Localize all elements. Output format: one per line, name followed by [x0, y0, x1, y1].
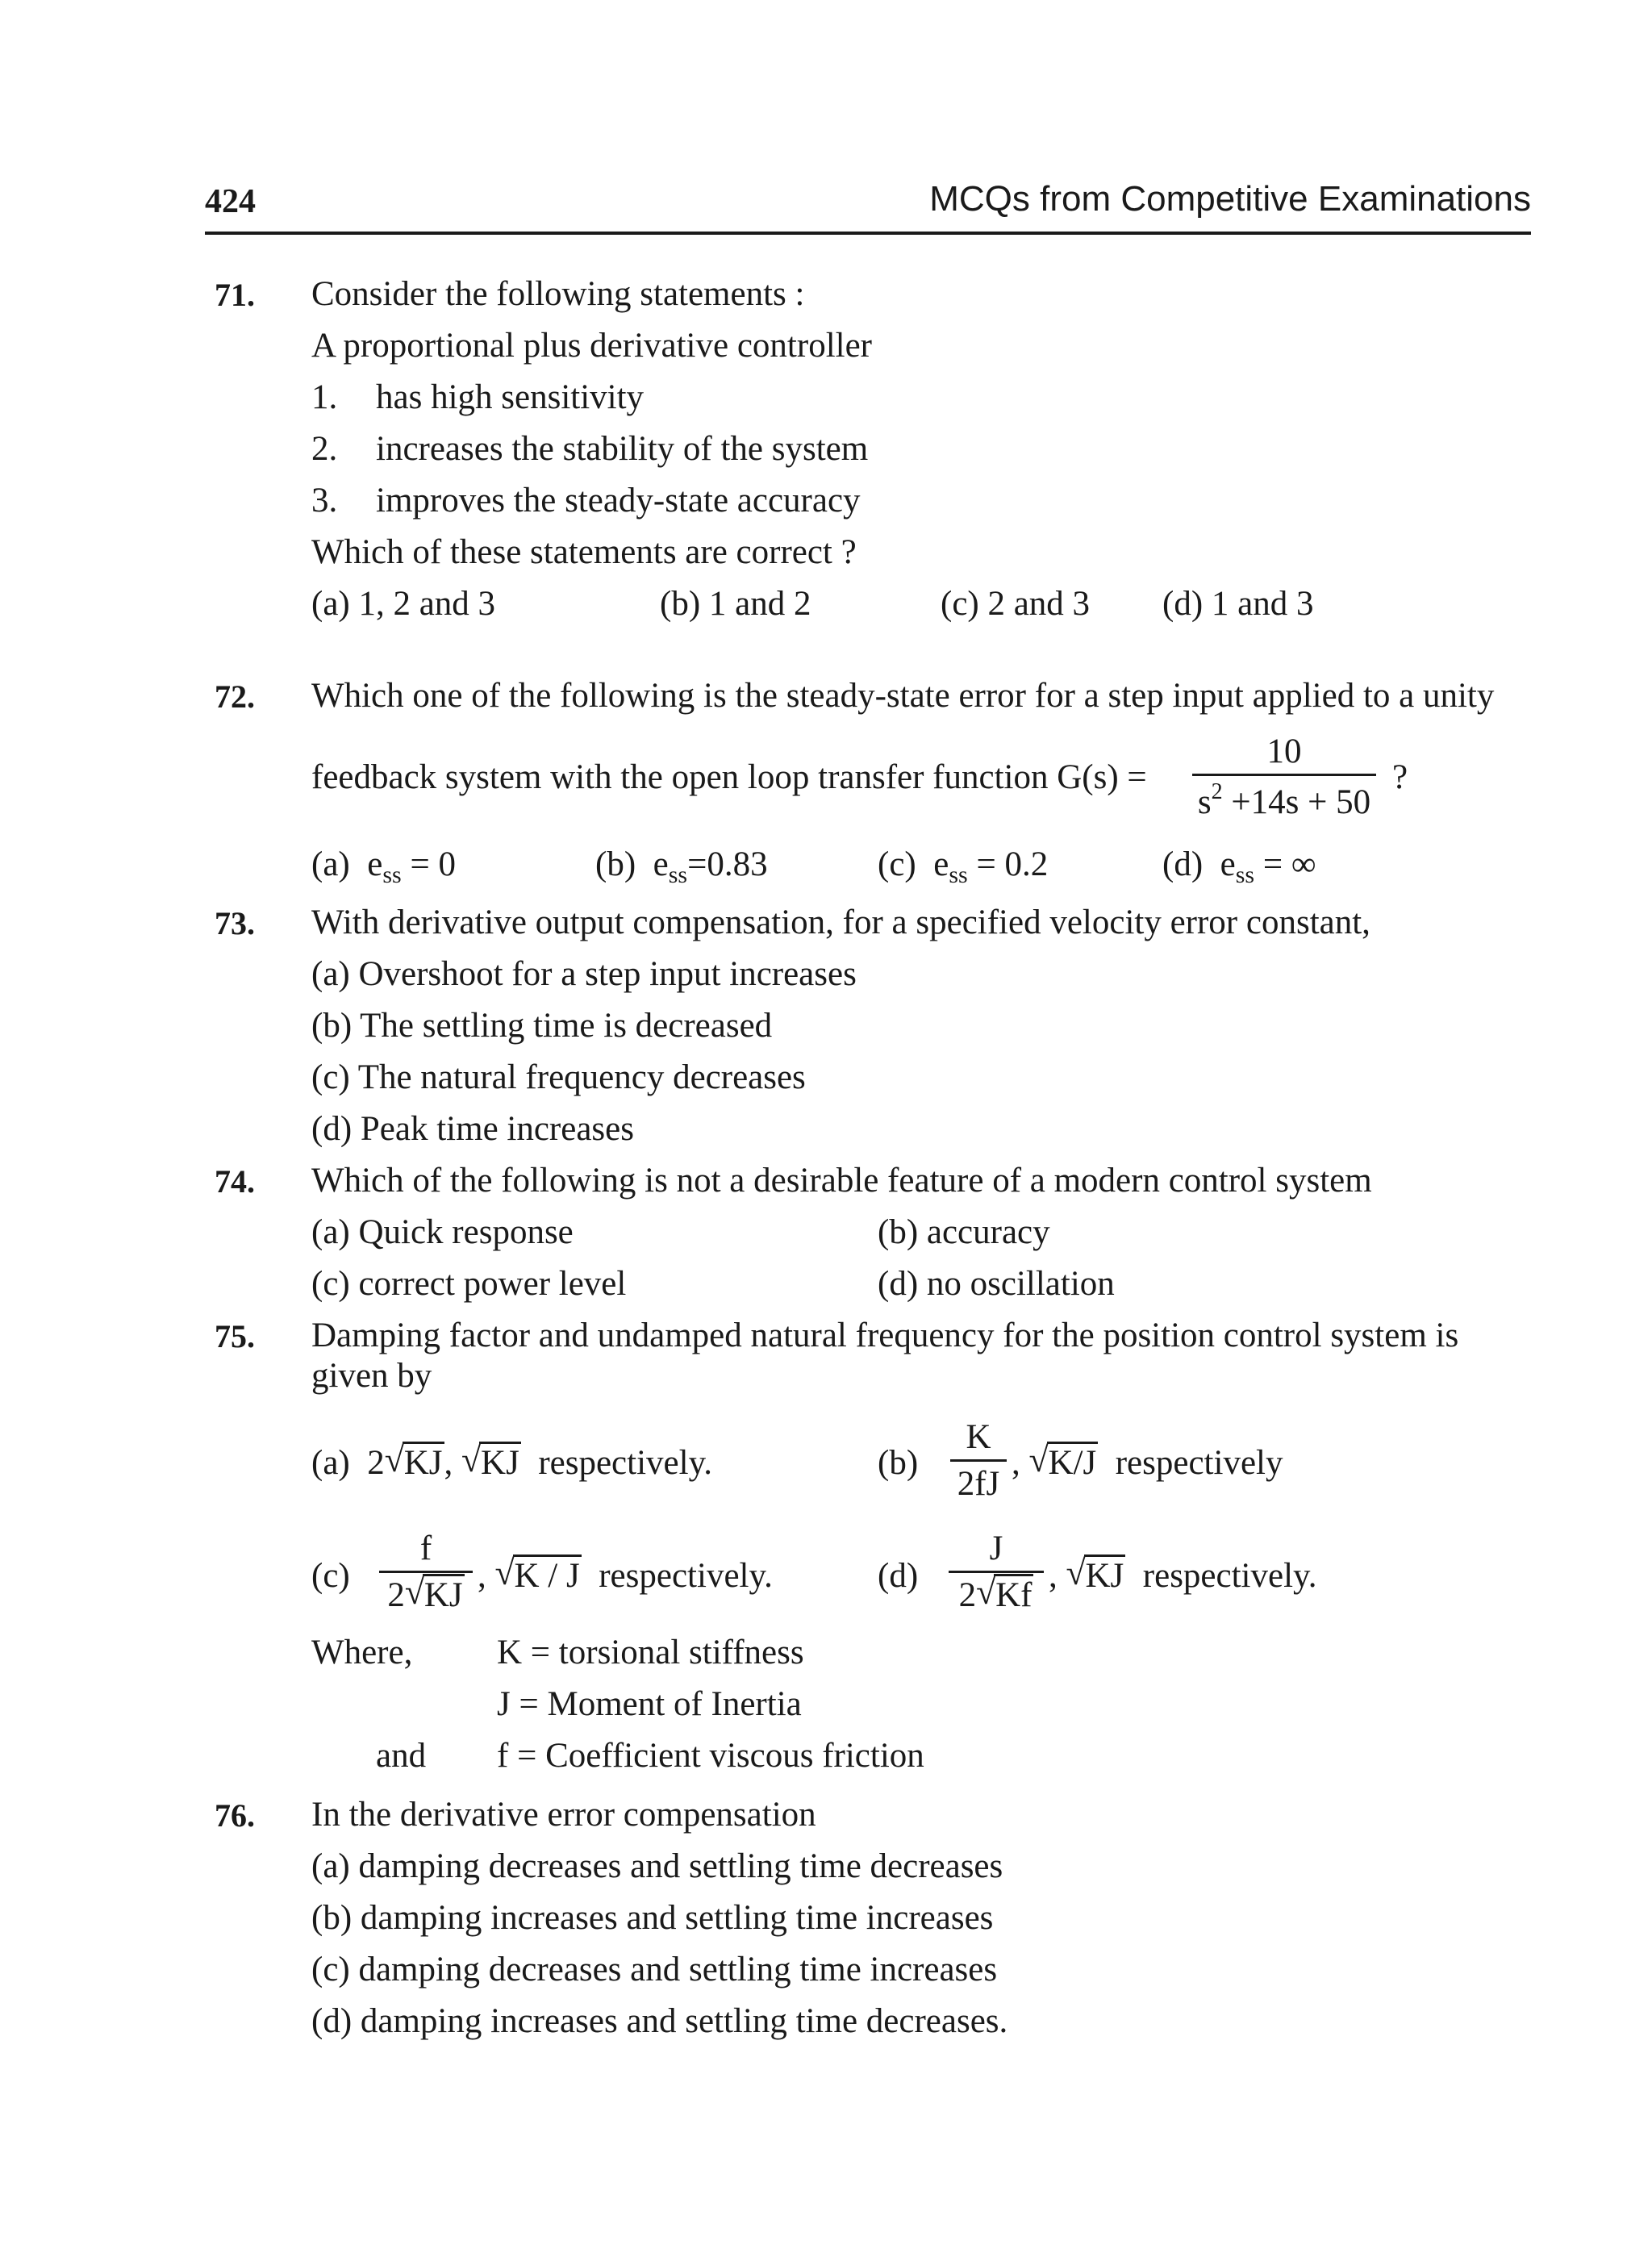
- option-d: , √ KJ respectively.: [1049, 1559, 1317, 1593]
- question-ask: Which of these statements are correct ?: [311, 533, 857, 571]
- statement-number: 1.: [311, 378, 338, 416]
- option-d: (d) Peak time increases: [311, 1110, 634, 1148]
- statement-3: improves the steady-state accuracy: [376, 482, 861, 520]
- question-stem: In the derivative error compensation: [311, 1796, 816, 1834]
- question-number: 72.: [215, 678, 255, 715]
- option-b: , √ K/J respectively: [1012, 1446, 1283, 1480]
- definition-j: J = Moment of Inertia: [497, 1685, 802, 1723]
- option-a: (a) $e_{ss} = 0$: [311, 845, 456, 888]
- sqrt-symbol: √ K / J: [495, 1559, 582, 1593]
- option-b: (b) damping increases and settling time increases: [311, 1899, 994, 1937]
- option-c-fraction: f 2√ KJ: [379, 1531, 473, 1613]
- option-d: (d) damping increases and settling time decreases.: [311, 2002, 1008, 2040]
- statement-number: 3.: [311, 482, 338, 520]
- question-number: 76.: [215, 1797, 255, 1834]
- sqrt-symbol: √ K/J: [1029, 1446, 1099, 1480]
- question-number: 73.: [215, 905, 255, 941]
- statement-number: 2.: [311, 430, 338, 468]
- sqrt-symbol: √ Kf: [976, 1578, 1033, 1613]
- definition-f: f = Coefficient viscous friction: [497, 1737, 924, 1775]
- option-c: (c) $e_{ss} = 0.2$: [878, 845, 1049, 888]
- question-number: 74.: [215, 1163, 255, 1200]
- question-stem: Consider the following statements :: [311, 275, 805, 313]
- question-stem: With derivative output compensation, for a specified velocity error constant,: [311, 903, 1370, 941]
- question-number: 71.: [215, 277, 255, 313]
- option-c-label: (c): [311, 1557, 350, 1595]
- statement-2: increases the stability of the system: [376, 430, 869, 468]
- fraction-denominator: $s^2 +14s + 50$: [1197, 779, 1371, 821]
- option-a: (a) damping decreases and settling time decreases: [311, 1847, 1003, 1885]
- question-stem-line-2: given by: [311, 1357, 432, 1395]
- option-a: (a) Quick response: [311, 1213, 574, 1251]
- option-b-label: (b): [878, 1444, 919, 1482]
- sqrt-symbol: √ KJ: [385, 1446, 444, 1480]
- option-b: (b) accuracy: [878, 1213, 1050, 1251]
- definition-k: K = torsional stiffness: [497, 1634, 804, 1671]
- option-d-label: (d): [878, 1557, 919, 1595]
- option-c: (c) correct power level: [311, 1265, 627, 1303]
- option-b: (b) $e_{ss}=0.83$: [595, 845, 768, 888]
- option-a: (a) 1, 2 and 3: [311, 585, 496, 623]
- option-d: (d) $e_{ss}$ = ∞: [1162, 845, 1316, 888]
- question-number: 75.: [215, 1318, 255, 1354]
- and-label: and: [376, 1737, 427, 1775]
- option-b-fraction: K 2fJ: [950, 1420, 1007, 1501]
- running-title: MCQs from Competitive Examinations: [929, 179, 1531, 219]
- option-b: (b) The settling time is decreased: [311, 1007, 773, 1045]
- option-a: (a) Overshoot for a step input increases: [311, 955, 857, 993]
- question-stem: Which one of the following is the steady-state error for a step input applied to a unity: [311, 677, 1495, 715]
- fraction-numerator: 10: [1266, 732, 1302, 770]
- question-lead: A proportional plus derivative controller: [311, 327, 872, 365]
- option-c: (c) 2 and 3: [941, 585, 1091, 623]
- sqrt-symbol: √ KJ: [1066, 1559, 1126, 1593]
- question-stem-line-2: feedback system with the open loop transfer function G(s) =: [311, 758, 1147, 796]
- sqrt-symbol: √ KJ: [405, 1578, 465, 1613]
- option-b: (b) 1 and 2: [660, 585, 811, 623]
- question-stem: Damping factor and undamped natural frequency for the position control system is: [311, 1317, 1459, 1354]
- option-d: (d) no oscillation: [878, 1265, 1115, 1303]
- option-d: (d) 1 and 3: [1162, 585, 1314, 623]
- option-c: (c) The natural frequency decreases: [311, 1058, 806, 1096]
- option-d-fraction: J 2√ Kf: [949, 1531, 1044, 1613]
- transfer-function-fraction: [1192, 734, 1376, 820]
- where-label: Where,: [311, 1634, 413, 1671]
- question-mark: ?: [1392, 758, 1408, 796]
- question-stem: Which of the following is not a desirable feature of a modern control system: [311, 1162, 1372, 1200]
- option-a: (a) 2√ KJ, √ KJ respectively.: [311, 1446, 712, 1480]
- header-rule: [205, 232, 1531, 235]
- option-c: , √ K / J respectively.: [478, 1559, 773, 1593]
- sqrt-symbol: √ KJ: [461, 1446, 521, 1480]
- option-c: (c) damping decreases and settling time increases: [311, 1951, 998, 1988]
- page-number: 424: [205, 183, 256, 220]
- statement-1: has high sensitivity: [376, 378, 645, 416]
- fraction-bar: [1192, 774, 1376, 776]
